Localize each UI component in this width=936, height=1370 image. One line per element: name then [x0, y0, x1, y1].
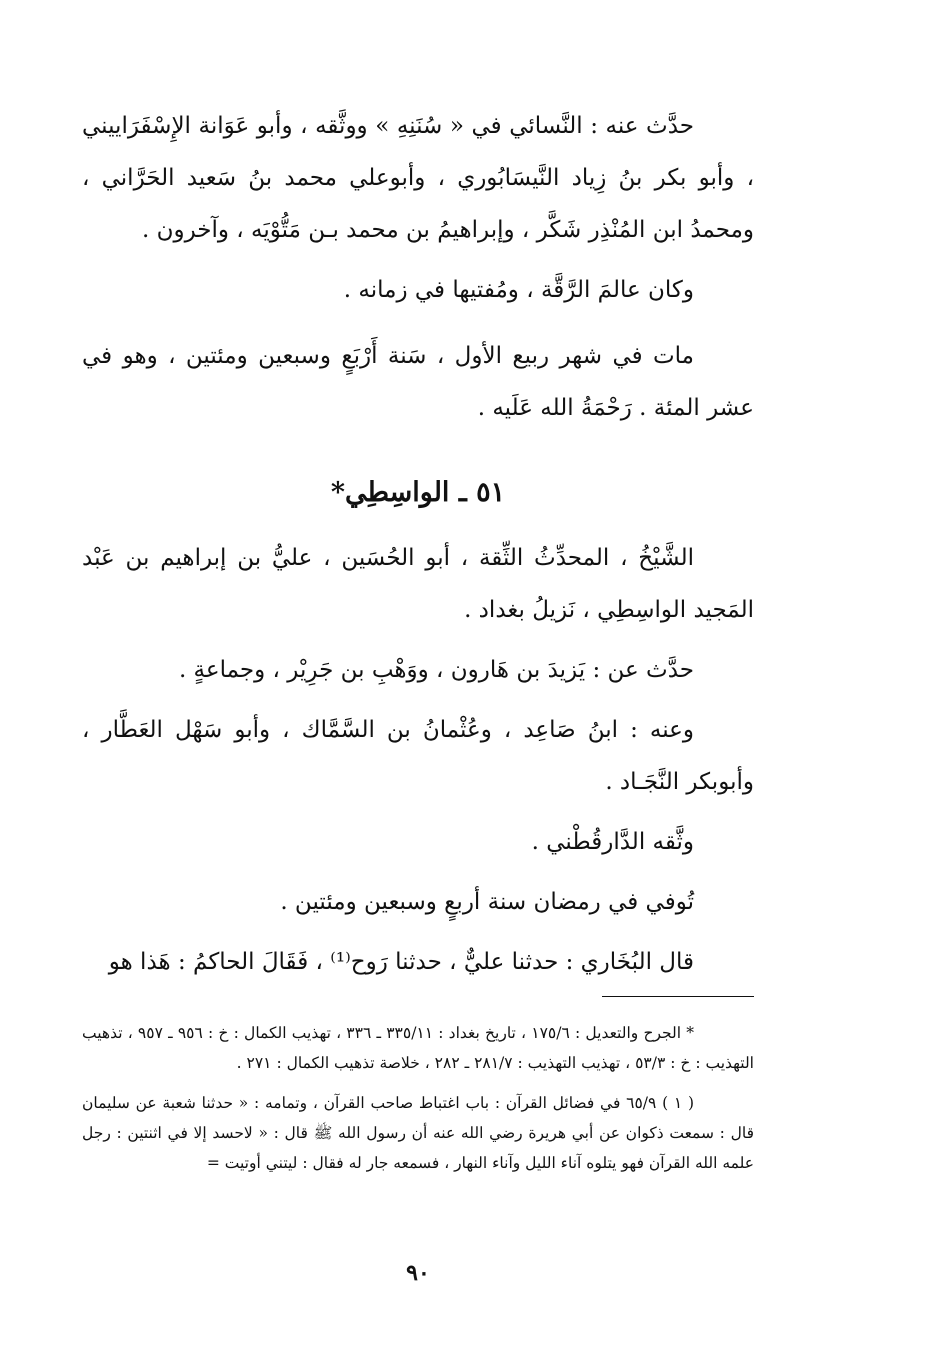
- footnote-divider: [602, 996, 754, 997]
- paragraph-bukhari-quote: قال البُخَاري : حدثنا عليٌّ ، حدثنا رَوح⁽¹⁾ ، فَقَالَ الحاكمُ : هَذا هو: [108, 949, 694, 975]
- paragraph-death-date: تُوفي في رمضان سنة أربعٍ وسبعين ومئتين .: [280, 889, 694, 915]
- paragraph-trustworthy: وثَّقه الدَّارقُطْني .: [531, 829, 694, 855]
- page-content: [82, 100, 754, 1350]
- paragraph-death: مات في شهر ربيع الأول ، سَنة أَرْبَعٍ وسبعين ومئتين ، وهو في عشر المئة . رَحْمَةُ الله عَلَيه .: [82, 343, 754, 421]
- paragraph-biography-intro: الشَّيْخُ ، المحدِّثُ الثِّقة ، أبو الحُسَين ، عليُّ بن إبراهيم بن عَبْد المَجيد الواسِطِي ، نَزيلُ بغداد .: [82, 545, 754, 623]
- footnote-one: ( ١ ) ٦٥/٩ في فضائل القرآن : باب اغتباط صاحب القرآن ، وتمامه : « حدثنا شعبة عن سليمان قال : سمعت ذكوان عن أبي هريرة رضي الله عنه أن رسول الله ﷺ قال : « لاحسد إلا في اثنتين : رجل علمه الله القرآن فهو يتلوه آناء الليل وآناء النهار ، فسمعه جار له فقال : ليتني أوتيت =: [82, 1094, 754, 1172]
- paragraph-narrated-from: حدَّث عن : يَزيدَ بن هَارون ، ووَهْبِ بن جَرِيْر ، وجماعةٍ .: [178, 657, 694, 683]
- footnotes: [82, 1018, 754, 1178]
- paragraph-scholar-of-raqqa: وكان عالمَ الرَّقَّة ، ومُفتيها في زمانه .: [343, 277, 694, 303]
- paragraph-narrated-by: وعنه : ابنُ صَاعِد ، وعُثْمانُ بن السَّمَّاك ، وأبو سَهْل العَطَّار ، وأبوبكر النَّجَـاد .: [82, 717, 754, 795]
- footnote-sources: * الجرح والتعديل : ١٧٥/٦ ، تاريخ بغداد : ٣٣٥/١١ ـ ٣٣٦ ، تهذيب الكمال : خ : ٩٥٦ ـ ٩٥٧ ، تذهيب التهذيب : خ : ٥٣/٣ ، تهذيب التهذيب : ٢٨١/٧ ـ ٢٨٢ ، خلاصة تذهيب الكمال : ٢٧١ .: [82, 1024, 754, 1072]
- page-number: ٩٠: [406, 1260, 430, 1286]
- paragraph-narrators: حدَّث عنه : النَّسائي في « سُنَنِهِ » ووثَّقه ، وأبو عَوَانة الإِسْفَرَاييني ، وأبو بكر بنُ زِياد النَّيسَابُوري ، وأبوعلي محمد بنُ سَعيد الحَرَّاني ، ومحمدُ ابن المُنْذِر شَكَّر ، وإبراهيمُ بن محمد بـن مَتُّوْيَه ، وآخرون .: [82, 113, 754, 243]
- section-heading: ٥١ ـ الواسِطِي*: [330, 477, 506, 508]
